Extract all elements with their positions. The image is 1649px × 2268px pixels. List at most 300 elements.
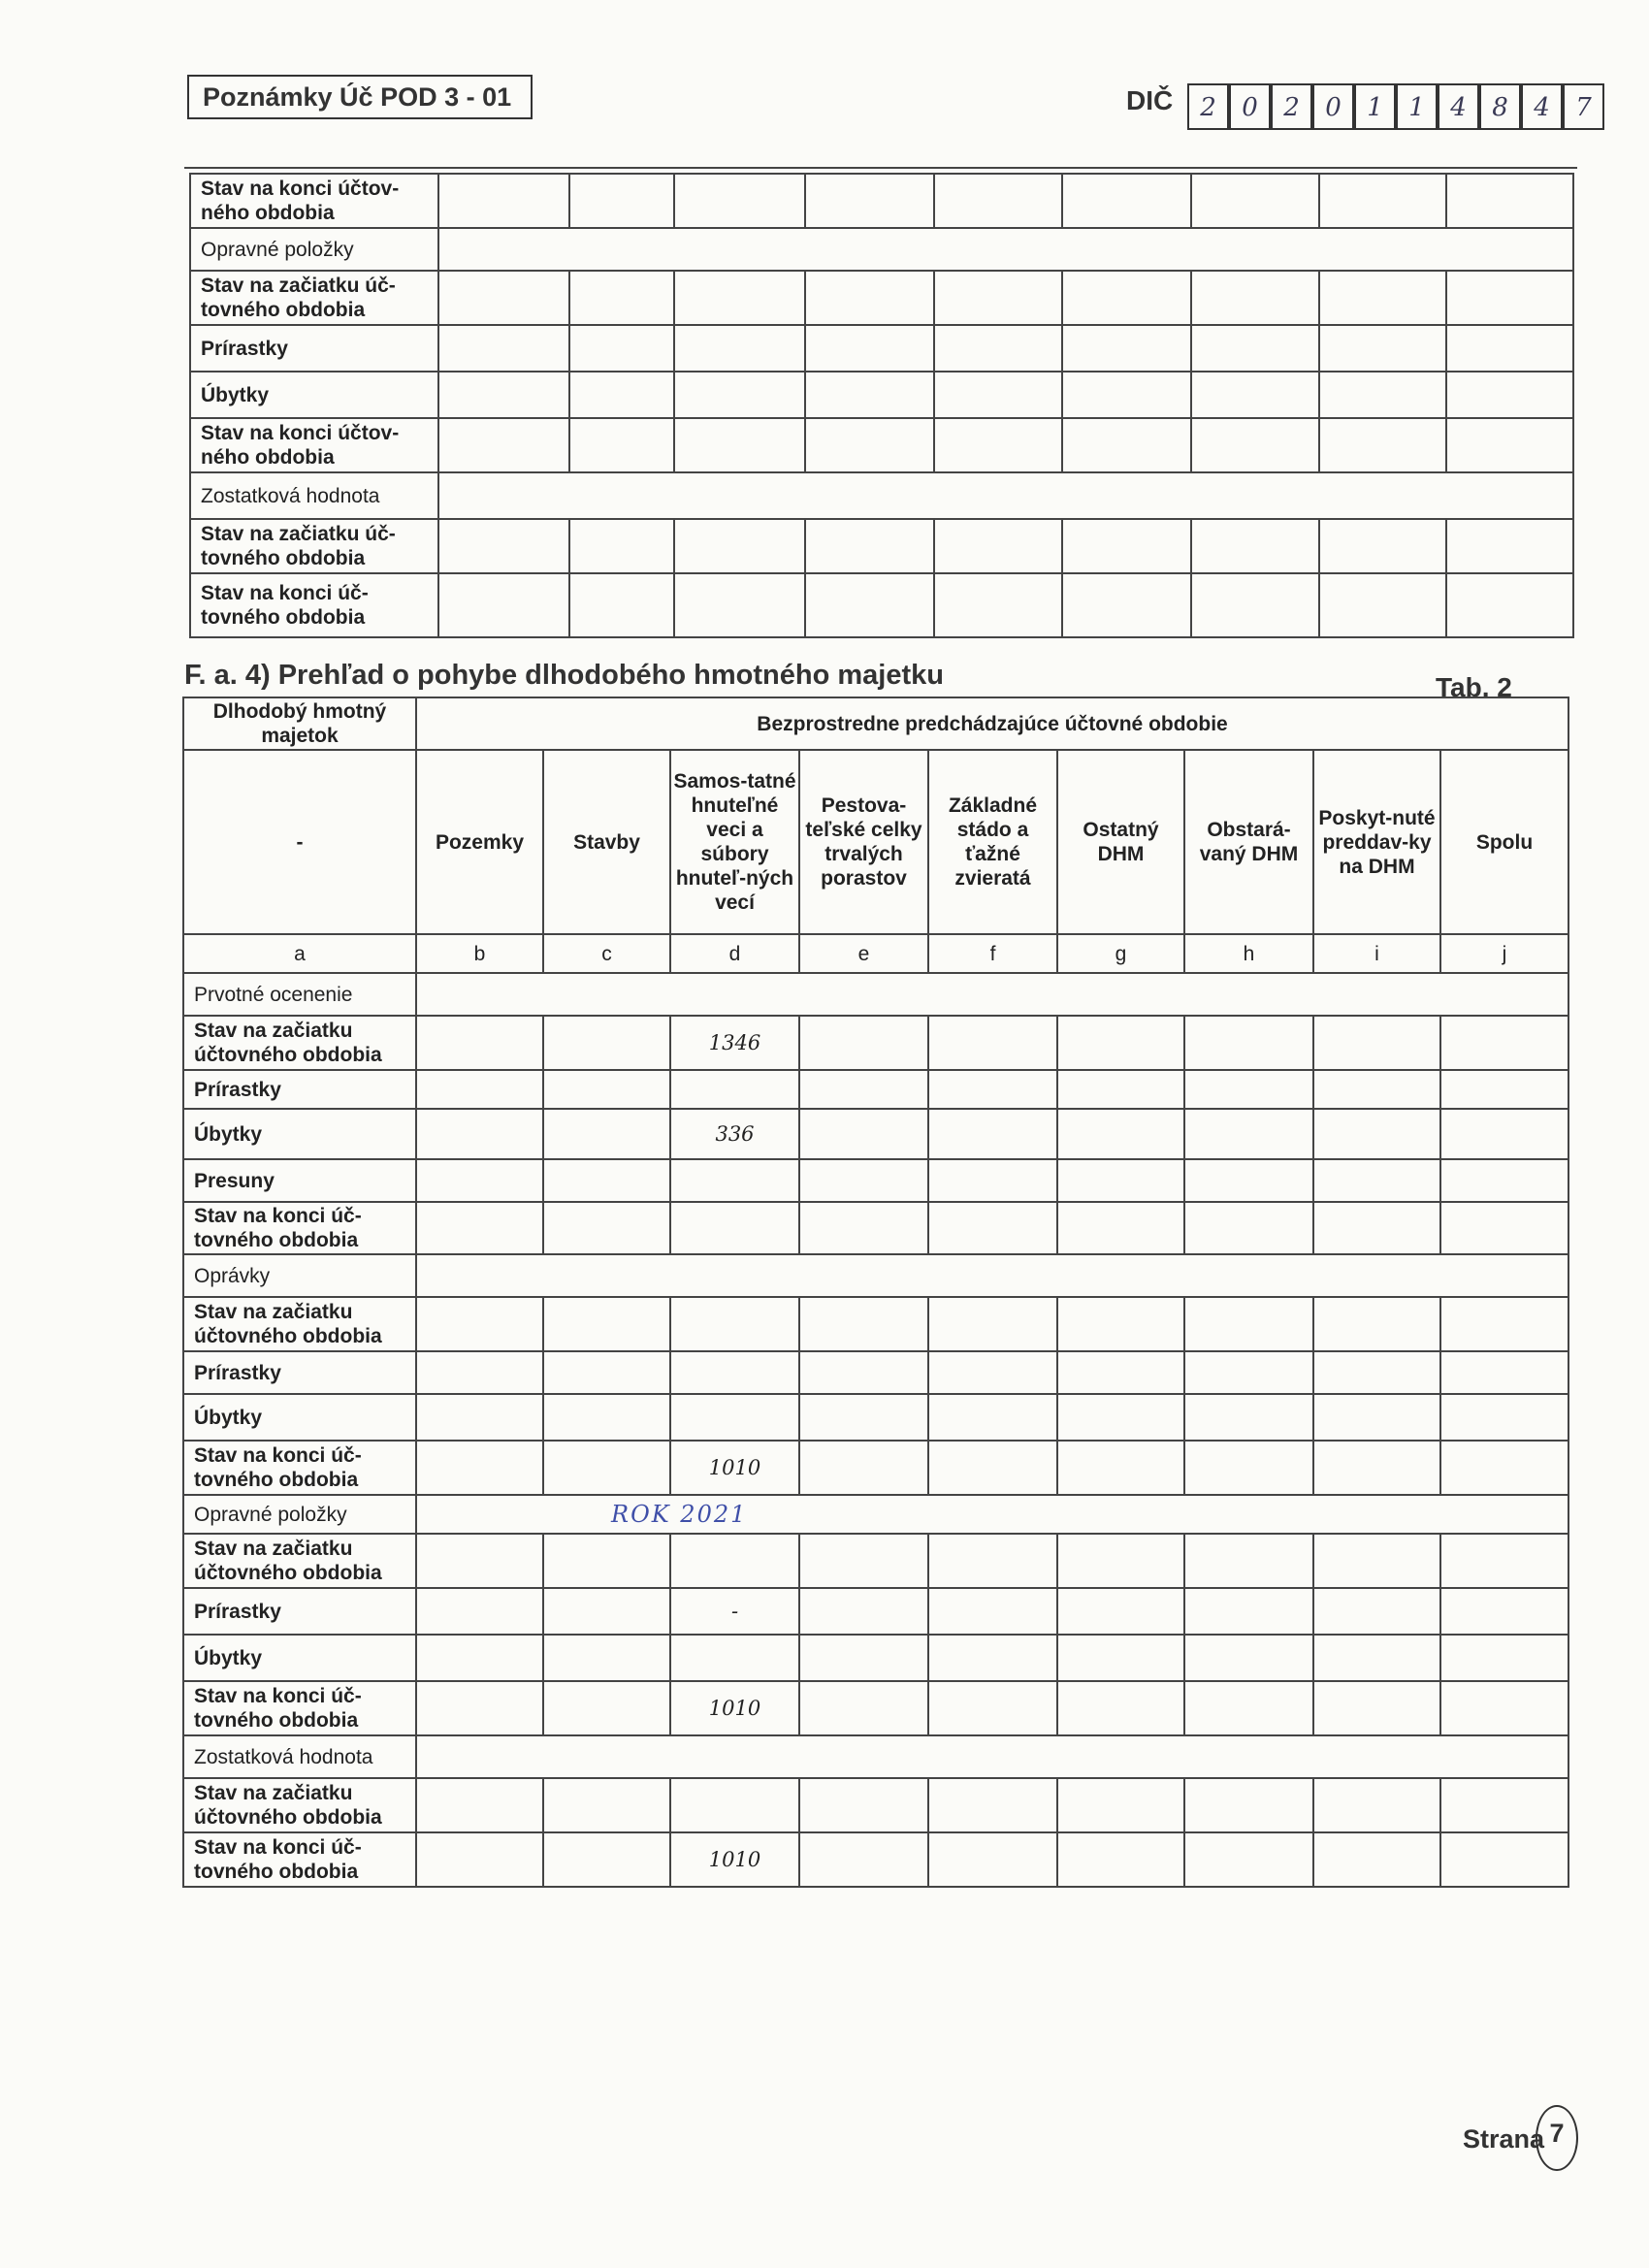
value-cell[interactable]: [1191, 519, 1319, 573]
row-label: Prvotné ocenenie: [183, 973, 416, 1016]
row-label: Úbytky: [183, 1394, 416, 1441]
value-cell[interactable]: [928, 1070, 1057, 1109]
dic-digit-box: 2: [1187, 83, 1229, 130]
value-cell[interactable]: [1319, 418, 1446, 472]
value-cell[interactable]: [934, 271, 1062, 325]
value-cell[interactable]: [1319, 325, 1446, 372]
value-cell[interactable]: [1184, 1394, 1313, 1441]
table-row: [183, 1109, 1568, 1159]
column-letter: i: [1313, 934, 1440, 973]
value-cell[interactable]: [799, 1681, 928, 1735]
page-label: Strana: [1463, 2124, 1545, 2154]
value-cell[interactable]: [438, 325, 569, 372]
dic-digit-box: 8: [1479, 83, 1521, 130]
value-cell[interactable]: [928, 1588, 1057, 1635]
row-label: Zostatková hodnota: [183, 1735, 416, 1778]
row-label: Stav na konci úč-tovného obdobia: [183, 1441, 416, 1495]
value-cell[interactable]: [1057, 1351, 1184, 1394]
value-cell[interactable]: [1440, 1534, 1568, 1588]
value-cell[interactable]: [1184, 1832, 1313, 1887]
table-row: [183, 1588, 1568, 1635]
value-cell[interactable]: [416, 1588, 543, 1635]
row-label: Oprávky: [183, 1254, 416, 1297]
value-cell[interactable]: [1313, 1109, 1440, 1159]
value-cell[interactable]: [1184, 1109, 1313, 1159]
value-cell[interactable]: [543, 1016, 670, 1070]
value-cell[interactable]: [1057, 1202, 1184, 1254]
column-title: Stavby: [543, 750, 670, 934]
section-title: F. a. 4) Prehľad o pohybe dlhodobého hmotného majetku: [184, 660, 944, 691]
column-title: Pozemky: [416, 750, 543, 934]
top-table: [189, 173, 1574, 638]
value-cell-d[interactable]: [670, 1534, 799, 1588]
top-table-row: [190, 174, 1573, 228]
value-cell[interactable]: [928, 1778, 1057, 1832]
value-cell[interactable]: [928, 1109, 1057, 1159]
value-cell[interactable]: [416, 1778, 543, 1832]
table-row: [183, 1681, 1568, 1735]
value-cell[interactable]: [569, 573, 674, 637]
row-label: Prírastky: [183, 1588, 416, 1635]
value-cell[interactable]: [934, 325, 1062, 372]
value-cell[interactable]: [1313, 1202, 1440, 1254]
table-row: [183, 1534, 1568, 1588]
row-label: Stav na konci účtov-ného obdobia: [190, 174, 438, 228]
value-cell[interactable]: [438, 174, 569, 228]
table-row: [183, 1202, 1568, 1254]
row-label: Stav na začiatku účtovného obdobia: [183, 1778, 416, 1832]
table-row: [183, 1297, 1568, 1351]
value-cell[interactable]: [438, 519, 569, 573]
value-cell[interactable]: [928, 1159, 1057, 1202]
value-cell[interactable]: [1184, 1070, 1313, 1109]
dic-digit-box: 2: [1271, 83, 1312, 130]
table-row: [183, 1159, 1568, 1202]
value-cell[interactable]: [805, 174, 934, 228]
value-cell[interactable]: [805, 418, 934, 472]
value-cell[interactable]: [438, 271, 569, 325]
value-cell[interactable]: [799, 1394, 928, 1441]
value-cell-d[interactable]: 1010: [670, 1681, 799, 1735]
column-letter: h: [1184, 934, 1313, 973]
top-table-row: [190, 573, 1573, 637]
column-letter: a: [183, 934, 416, 973]
dic-digit-box: 1: [1396, 83, 1438, 130]
value-cell[interactable]: [438, 573, 569, 637]
value-cell[interactable]: [1446, 418, 1573, 472]
value-cell[interactable]: [543, 1588, 670, 1635]
value-cell[interactable]: [1313, 1351, 1440, 1394]
value-cell[interactable]: [1057, 1778, 1184, 1832]
value-cell[interactable]: [934, 573, 1062, 637]
row-label: Zostatková hodnota: [190, 472, 438, 519]
section-spacer: [416, 1735, 1568, 1778]
value-cell[interactable]: [1440, 1832, 1568, 1887]
value-cell-d[interactable]: 1010: [670, 1832, 799, 1887]
value-cell[interactable]: [1191, 573, 1319, 637]
value-cell-d[interactable]: [670, 1070, 799, 1109]
value-cell[interactable]: [569, 325, 674, 372]
value-cell[interactable]: [1184, 1297, 1313, 1351]
value-cell[interactable]: [1313, 1070, 1440, 1109]
value-cell[interactable]: [799, 1778, 928, 1832]
value-cell[interactable]: [1057, 1588, 1184, 1635]
value-cell[interactable]: [1184, 1202, 1313, 1254]
value-cell[interactable]: [1057, 1441, 1184, 1495]
value-cell[interactable]: [1319, 573, 1446, 637]
dic-label: DIČ: [1126, 85, 1174, 115]
value-cell[interactable]: [799, 1297, 928, 1351]
dic-digit-box: 4: [1521, 83, 1563, 130]
value-cell[interactable]: [934, 174, 1062, 228]
row-label: Úbytky: [183, 1109, 416, 1159]
row-label: Opravné položky: [183, 1495, 416, 1534]
value-cell[interactable]: [1446, 372, 1573, 418]
value-cell-d[interactable]: -: [670, 1588, 799, 1635]
value-cell[interactable]: [1319, 519, 1446, 573]
dic-digit-box: 0: [1229, 83, 1271, 130]
table-row: [183, 1441, 1568, 1495]
value-cell-d[interactable]: 1010: [670, 1441, 799, 1495]
top-table-row: [190, 228, 1573, 271]
value-cell[interactable]: [1062, 174, 1191, 228]
value-cell[interactable]: [799, 1202, 928, 1254]
value-cell[interactable]: [1446, 271, 1573, 325]
value-cell[interactable]: [543, 1778, 670, 1832]
section-spacer: [416, 1254, 1568, 1297]
dic-digit-box: 7: [1563, 83, 1604, 130]
value-cell[interactable]: [799, 1159, 928, 1202]
table-row: [183, 1635, 1568, 1681]
value-cell[interactable]: [1313, 1588, 1440, 1635]
value-cell[interactable]: [805, 325, 934, 372]
section-spacer: [438, 228, 1573, 271]
top-table-row: [190, 519, 1573, 573]
value-cell[interactable]: [1319, 372, 1446, 418]
value-cell[interactable]: [438, 372, 569, 418]
handwritten-note: ROK 2021: [611, 1500, 748, 1528]
value-cell[interactable]: [928, 1351, 1057, 1394]
row-label: Stav na začiatku účtovného obdobia: [183, 1016, 416, 1070]
value-cell[interactable]: [1313, 1778, 1440, 1832]
value-cell[interactable]: [1057, 1297, 1184, 1351]
value-cell[interactable]: [934, 418, 1062, 472]
row-label: Opravné položky: [190, 228, 438, 271]
value-cell[interactable]: [416, 1297, 543, 1351]
value-cell[interactable]: [543, 1441, 670, 1495]
top-table-row: [190, 325, 1573, 372]
value-cell-d[interactable]: [670, 1297, 799, 1351]
value-cell[interactable]: [416, 1635, 543, 1681]
value-cell[interactable]: [416, 1534, 543, 1588]
value-cell[interactable]: [674, 519, 805, 573]
value-cell[interactable]: [1184, 1016, 1313, 1070]
value-cell[interactable]: [416, 1832, 543, 1887]
page-number: 7: [1549, 2119, 1565, 2148]
value-cell[interactable]: [543, 1202, 670, 1254]
value-cell[interactable]: [543, 1534, 670, 1588]
value-cell[interactable]: [928, 1832, 1057, 1887]
top-table-row: [190, 472, 1573, 519]
value-cell[interactable]: [674, 325, 805, 372]
value-cell[interactable]: [1184, 1588, 1313, 1635]
value-cell[interactable]: [1184, 1534, 1313, 1588]
value-cell[interactable]: [1440, 1159, 1568, 1202]
value-cell[interactable]: [1446, 325, 1573, 372]
section-spacer: [438, 472, 1573, 519]
value-cell[interactable]: [799, 1351, 928, 1394]
row-label: Stav na konci úč-tovného obdobia: [190, 573, 438, 637]
value-cell[interactable]: [543, 1681, 670, 1735]
value-cell[interactable]: [543, 1109, 670, 1159]
value-cell[interactable]: [569, 271, 674, 325]
value-cell[interactable]: [1313, 1681, 1440, 1735]
value-cell[interactable]: [416, 1109, 543, 1159]
value-cell-d[interactable]: [670, 1778, 799, 1832]
table-row: [183, 973, 1568, 1016]
value-cell[interactable]: [799, 1016, 928, 1070]
value-cell[interactable]: [928, 1016, 1057, 1070]
value-cell[interactable]: [1062, 325, 1191, 372]
row-label: Stav na začiatku účtovného obdobia: [183, 1534, 416, 1588]
value-cell-d[interactable]: [670, 1351, 799, 1394]
value-cell[interactable]: [799, 1588, 928, 1635]
value-cell[interactable]: [934, 519, 1062, 573]
value-cell[interactable]: [1440, 1016, 1568, 1070]
value-cell[interactable]: [569, 174, 674, 228]
table-row: [183, 1254, 1568, 1297]
value-cell[interactable]: [1062, 271, 1191, 325]
table-row: [183, 1495, 1568, 1534]
value-cell-d[interactable]: [670, 1394, 799, 1441]
value-cell[interactable]: [1062, 372, 1191, 418]
value-cell[interactable]: [1440, 1441, 1568, 1495]
value-cell[interactable]: [416, 1394, 543, 1441]
table-row: [183, 1778, 1568, 1832]
table-number: Tab. 2: [1436, 672, 1512, 702]
value-cell[interactable]: [1184, 1778, 1313, 1832]
column-letter: c: [543, 934, 670, 973]
row-label: Prírastky: [183, 1351, 416, 1394]
value-cell-d[interactable]: 336: [670, 1109, 799, 1159]
value-cell[interactable]: [416, 1351, 543, 1394]
top-table-row: [190, 372, 1573, 418]
value-cell[interactable]: [674, 372, 805, 418]
value-cell[interactable]: [1057, 1534, 1184, 1588]
value-cell[interactable]: [416, 1202, 543, 1254]
value-cell[interactable]: [1184, 1635, 1313, 1681]
value-cell[interactable]: [934, 372, 1062, 418]
value-cell[interactable]: [1057, 1681, 1184, 1735]
value-cell[interactable]: [569, 519, 674, 573]
value-cell[interactable]: [1440, 1202, 1568, 1254]
value-cell[interactable]: [543, 1297, 670, 1351]
value-cell[interactable]: [1440, 1778, 1568, 1832]
value-cell-d[interactable]: [670, 1202, 799, 1254]
value-cell[interactable]: [805, 372, 934, 418]
value-cell[interactable]: [1440, 1394, 1568, 1441]
row-label: Prírastky: [190, 325, 438, 372]
value-cell[interactable]: [1440, 1635, 1568, 1681]
table-row: [183, 1832, 1568, 1887]
value-cell[interactable]: [1440, 1588, 1568, 1635]
column-title: Spolu: [1440, 750, 1568, 934]
value-cell[interactable]: [1184, 1681, 1313, 1735]
value-cell[interactable]: [416, 1016, 543, 1070]
value-cell[interactable]: [1319, 174, 1446, 228]
section-spacer: [416, 1495, 1568, 1534]
row-label: Stav na začiatku úč-tovného obdobia: [190, 519, 438, 573]
column-letter: j: [1440, 934, 1568, 973]
value-cell[interactable]: [674, 418, 805, 472]
column-title: Obstará-vaný DHM: [1184, 750, 1313, 934]
value-cell-d[interactable]: 1346: [670, 1016, 799, 1070]
value-cell[interactable]: [1191, 418, 1319, 472]
corner-header: Dlhodobý hmotný majetok: [183, 697, 416, 750]
value-cell[interactable]: [674, 174, 805, 228]
value-cell[interactable]: [1057, 1016, 1184, 1070]
row-label: Úbytky: [183, 1635, 416, 1681]
row-label: Stav na konci účtov-ného obdobia: [190, 418, 438, 472]
column-letter: g: [1057, 934, 1184, 973]
value-cell[interactable]: [928, 1635, 1057, 1681]
value-cell[interactable]: [1440, 1297, 1568, 1351]
value-cell[interactable]: [799, 1109, 928, 1159]
value-cell-d[interactable]: [670, 1635, 799, 1681]
column-title: Základné stádo a ťažné zvieratá: [928, 750, 1057, 934]
value-cell[interactable]: [569, 418, 674, 472]
table-row: [183, 1016, 1568, 1070]
value-cell[interactable]: [799, 1534, 928, 1588]
dic-digit-box: 0: [1312, 83, 1354, 130]
column-title: Poskyt-nuté preddav-ky na DHM: [1313, 750, 1440, 934]
value-cell[interactable]: [569, 372, 674, 418]
value-cell[interactable]: [1191, 325, 1319, 372]
column-title: Samos-tatné hnuteľné veci a súbory hnuteľ-ných vecí: [670, 750, 799, 934]
column-title: Pestova-teľské celky trvalých porastov: [799, 750, 928, 934]
column-letter: e: [799, 934, 928, 973]
dhm-movement-table: [182, 697, 1569, 1888]
value-cell[interactable]: [1184, 1159, 1313, 1202]
section-spacer: [416, 973, 1568, 1016]
column-title: Ostatný DHM: [1057, 750, 1184, 934]
value-cell[interactable]: [543, 1070, 670, 1109]
value-cell[interactable]: [1057, 1832, 1184, 1887]
value-cell[interactable]: [1313, 1534, 1440, 1588]
value-cell[interactable]: [928, 1297, 1057, 1351]
value-cell[interactable]: [543, 1832, 670, 1887]
value-cell[interactable]: [1313, 1297, 1440, 1351]
value-cell[interactable]: [799, 1441, 928, 1495]
corner-mark: -: [183, 750, 416, 934]
value-cell[interactable]: [1057, 1109, 1184, 1159]
row-label: Úbytky: [190, 372, 438, 418]
value-cell[interactable]: [1057, 1394, 1184, 1441]
value-cell[interactable]: [1446, 519, 1573, 573]
row-label: Stav na konci úč-tovného obdobia: [183, 1832, 416, 1887]
value-cell[interactable]: [543, 1159, 670, 1202]
value-cell[interactable]: [416, 1070, 543, 1109]
value-cell[interactable]: [799, 1832, 928, 1887]
column-letter: f: [928, 934, 1057, 973]
value-cell[interactable]: [1062, 519, 1191, 573]
value-cell[interactable]: [928, 1441, 1057, 1495]
value-cell[interactable]: [674, 573, 805, 637]
value-cell[interactable]: [1313, 1016, 1440, 1070]
value-cell[interactable]: [1184, 1351, 1313, 1394]
value-cell[interactable]: [805, 271, 934, 325]
table-row: [183, 1070, 1568, 1109]
value-cell[interactable]: [543, 1394, 670, 1441]
value-cell[interactable]: [1313, 1832, 1440, 1887]
column-letter: b: [416, 934, 543, 973]
value-cell[interactable]: [416, 1441, 543, 1495]
value-cell[interactable]: [1440, 1070, 1568, 1109]
value-cell[interactable]: [1313, 1159, 1440, 1202]
form-label: Poznámky Úč POD 3 - 01: [187, 75, 533, 119]
value-cell[interactable]: [1191, 174, 1319, 228]
dic-digit-box: 1: [1354, 83, 1396, 130]
value-cell[interactable]: [1057, 1635, 1184, 1681]
table-row: [183, 1351, 1568, 1394]
value-cell[interactable]: [799, 1070, 928, 1109]
top-table-row: [190, 418, 1573, 472]
value-cell[interactable]: [438, 418, 569, 472]
value-cell-d[interactable]: [670, 1159, 799, 1202]
top-table-row: [190, 271, 1573, 325]
value-cell[interactable]: [805, 573, 934, 637]
value-cell[interactable]: [928, 1534, 1057, 1588]
row-label: Stav na začiatku úč-tovného obdobia: [190, 271, 438, 325]
value-cell[interactable]: [543, 1351, 670, 1394]
value-cell[interactable]: [1313, 1394, 1440, 1441]
value-cell[interactable]: [1319, 271, 1446, 325]
value-cell[interactable]: [1184, 1441, 1313, 1495]
value-cell[interactable]: [1313, 1441, 1440, 1495]
value-cell[interactable]: [928, 1681, 1057, 1735]
row-label: Stav na konci úč-tovného obdobia: [183, 1681, 416, 1735]
value-cell[interactable]: [1440, 1109, 1568, 1159]
value-cell[interactable]: [1062, 573, 1191, 637]
value-cell[interactable]: [674, 271, 805, 325]
value-cell[interactable]: [1191, 271, 1319, 325]
value-cell[interactable]: [799, 1635, 928, 1681]
row-label: Presuny: [183, 1159, 416, 1202]
value-cell[interactable]: [416, 1159, 543, 1202]
value-cell[interactable]: [1062, 418, 1191, 472]
header-rule: [184, 167, 1577, 169]
value-cell[interactable]: [1057, 1159, 1184, 1202]
row-label: Prírastky: [183, 1070, 416, 1109]
value-cell[interactable]: [928, 1394, 1057, 1441]
value-cell[interactable]: [1446, 174, 1573, 228]
period-header: Bezprostredne predchádzajúce účtovné obdobie: [416, 697, 1568, 750]
value-cell[interactable]: [543, 1635, 670, 1681]
table-row: [183, 1735, 1568, 1778]
value-cell[interactable]: [416, 1681, 543, 1735]
table-row: [183, 1394, 1568, 1441]
value-cell[interactable]: [928, 1202, 1057, 1254]
dic-digit-box: 4: [1438, 83, 1479, 130]
value-cell[interactable]: [1446, 573, 1573, 637]
column-letter: d: [670, 934, 799, 973]
value-cell[interactable]: [1191, 372, 1319, 418]
value-cell[interactable]: [1440, 1681, 1568, 1735]
value-cell[interactable]: [1313, 1635, 1440, 1681]
value-cell[interactable]: [805, 519, 934, 573]
value-cell[interactable]: [1057, 1070, 1184, 1109]
value-cell[interactable]: [1440, 1351, 1568, 1394]
